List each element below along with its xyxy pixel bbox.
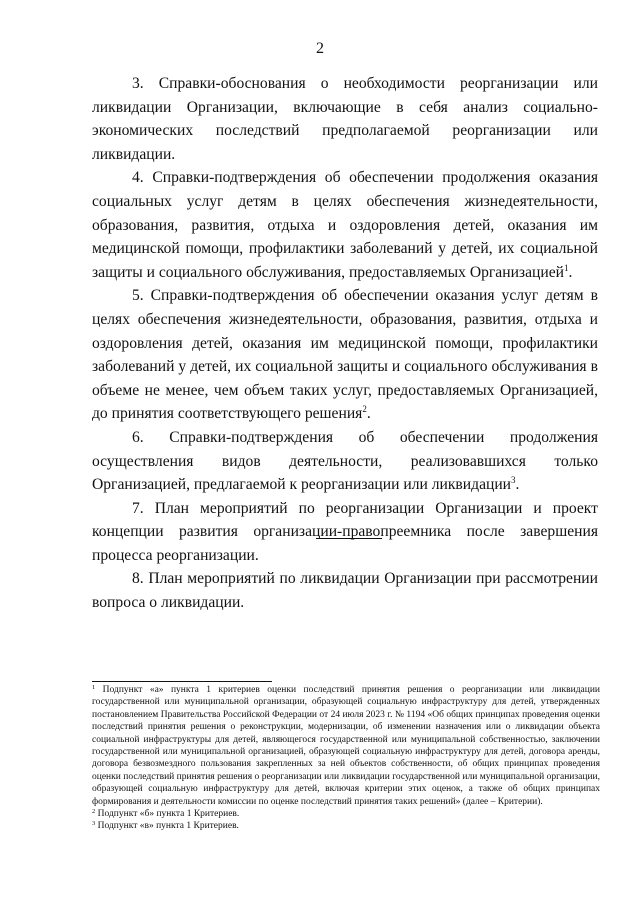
footnote: $^2$ Подпункт «б» пункта 1 Критериев. — [92, 808, 240, 820]
page-number: 2 — [316, 40, 324, 57]
footnote-separator — [92, 681, 272, 682]
list-item: 8. План мероприятий по ликвидации Организации при рассмотрении вопроса о ликвидации. — [92, 570, 598, 612]
list-item: 4. Справки-подтверждения об обеспечении продолжения оказания социальных услуг детям в целях обеспечения жизнедеятельности, образования, развития, отдыха и оздоровления детей, оказания им медицинской помощи, профилактики заболеваний у детей, их социальной защиты и социального обслуживания, предоставляемых Организацией$^1$. — [92, 169, 598, 281]
footnotes — [92, 684, 600, 833]
footnote: $^1$ Подпункт «а» пункта 1 критериев оценки последствий принятия решения о реорганизации или ликвидации государственной или муниципальной организации, образующей социальную инфраструктуру для детей, утвержденных постановлением Правительства Российской Федерации от 24 июля 2023 г. № 1194 «Об общих принципах проведения оценки последствий принятия решения о реконструкции, модернизации, об изменении назначения или о ликвидации объекта социальной инфраструктуры для детей, являющегося государственной или муниципальной собственностью, заключении государственной или муниципальной организацией, образующей социальную инфраструктуру для детей, договора аренды, договора безвозмездного пользования закрепленных за ней объектов собственности, об общих принципах проведения оценки последствий принятия решения о реорганизации или ликвидации государственной или муниципальной организации, образующей социальную инфраструктуру для детей, включая критерии этих оценок, а также об общих принципах формирования и деятельности комиссии по оценке последствий принятия таких решений» (далее – Критерии). — [92, 684, 600, 807]
list-item: 5. Справки-подтверждения об обеспечении оказания услуг детям в целях обеспечения жизнедеятельности, образования, развития, отдыха и оздоровления детей, оказания им медицинской помощи, профилактики заболеваний у детей, их социальной защиты и социального обслуживания в объеме не менее, чем объем таких услуг, предоставляемых Организацией, до принятия соответствующего решения$^2$. — [92, 287, 598, 423]
list-item: 3. Справки-обоснования о необходимости реорганизации или ликвидации Организации, включающие в себя анализ социально-экономических последствий предполагаемой реорганизации или ликвидации. — [92, 75, 598, 163]
footnote-ref[interactable]: 1 — [563, 262, 569, 273]
footnote: $^3$ Подпункт «в» пункта 1 Критериев. — [92, 820, 239, 832]
document-body — [92, 72, 598, 615]
list-item: 6. Справки-подтверждения об обеспечении продолжения осуществления видов деятельности, реализовавшихся только Организацией, предлагаемой к реорганизации или ликвидации$^3$. — [92, 428, 598, 494]
list-item: 7. План мероприятий по реорганизации Организации и проект концепции развития организации-правопреемника после завершения процесса реорганизации. — [92, 499, 598, 564]
end-of-text-divider — [316, 538, 382, 539]
footnote-ref[interactable]: 3 — [511, 475, 516, 486]
footnote-ref[interactable]: 2 — [362, 404, 367, 415]
